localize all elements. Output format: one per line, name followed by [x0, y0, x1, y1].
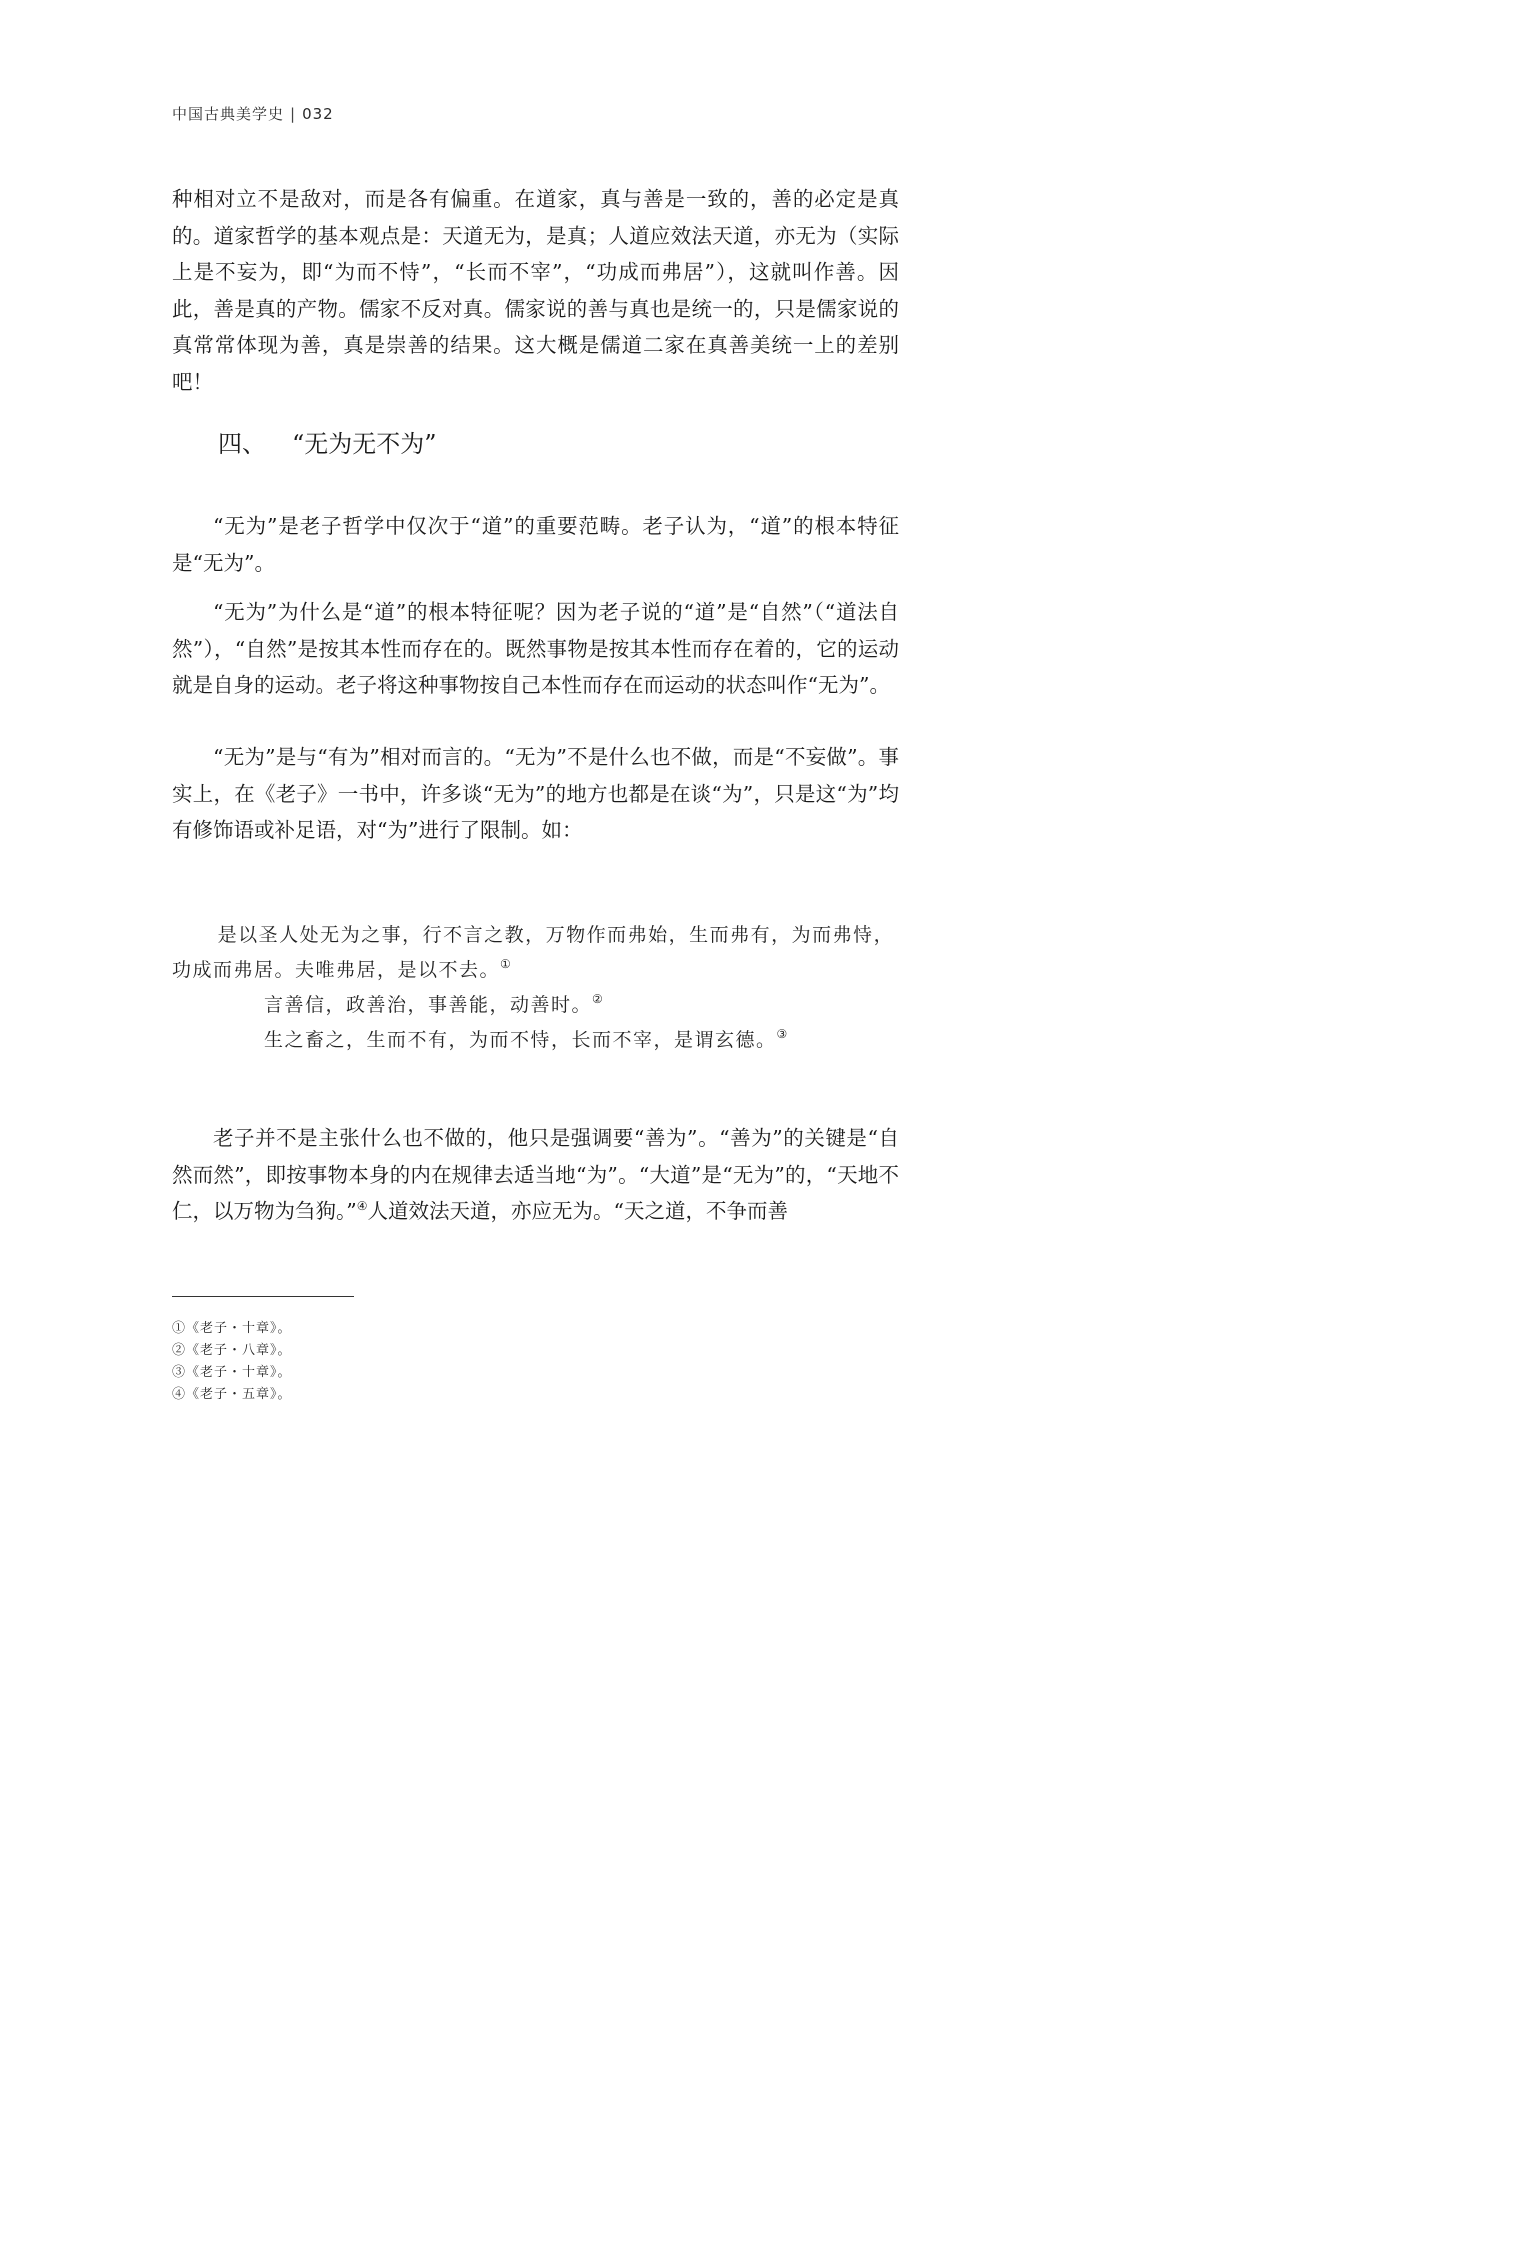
paragraph-wuwei-contrast: “无为”是与“有为”相对而言的。“无为”不是什么也不做，而是“不妄做”。事实上，在《老子》一书中，许多谈“无为”的地方也都是在谈“为”，只是这“为”均有修饰语或补足语，对“为”进行了限制。如：	[172, 745, 899, 842]
footnote-marker: ③	[776, 1027, 789, 1041]
footnote-divider	[172, 1296, 354, 1297]
paragraph-continued: 种相对立不是敌对，而是各有偏重。在道家，真与善是一致的，善的必定是真的。道家哲学的基本观点是：天道无为，是真；人道应效法天道，亦无为（实际上是不妄为，即“为而不恃”，“长而不宰”，“功成而弗居”），这就叫作善。因此，善是真的产物。儒家不反对真。儒家说的善与真也是统一的，只是儒家说的真常常体现为善，真是崇善的结果。这大概是儒道二家在真善美统一上的差别吧！	[172, 187, 899, 394]
quote-line: 生之畜之，生而不有，为而不恃，长而不宰，是谓玄德。③	[264, 1027, 789, 1051]
footnote-item: ③《老子・十章》。	[172, 1365, 292, 1380]
section-heading	[218, 424, 437, 464]
running-head	[172, 103, 334, 124]
footnotes	[172, 1318, 292, 1406]
quote-line: 言善信，政善治，事善能，动善时。②	[264, 992, 605, 1016]
paragraph-shanwei: 老子并不是主张什么也不做的，他只是强调要“善为”。“善为”的关键是“自然而然”，即按事物本身的内在规律去适当地“为”。“大道”是“无为”的，“天地不仁，以万物为刍狗。”④人道效法天道，亦应无为。“天之道，不争而善	[172, 1126, 899, 1223]
quote-line: 是以圣人处无为之事，行不言之教，万物作而弗始，生而弗有，为而弗恃，功成而弗居。夫唯弗居，是以不去。①	[172, 924, 895, 981]
footnote-marker: ④	[356, 1199, 368, 1213]
footnote-marker: ①	[500, 957, 513, 971]
footnote-marker: ②	[592, 992, 605, 1006]
book-title: 中国古典美学史	[172, 105, 285, 123]
block-quote	[172, 918, 898, 1058]
page-number: 032	[302, 105, 334, 123]
section-title: “无为无不为”	[292, 430, 437, 458]
header-separator: |	[290, 105, 297, 123]
footnote-item: ①《老子・十章》。	[172, 1321, 292, 1336]
paragraph-wuwei-why: “无为”为什么是“道”的根本特征呢？因为老子说的“道”是“自然”（“道法自然”），“自然”是按其本性而存在的。既然事物是按其本性而存在着的，它的运动就是自身的运动。老子将这种事物按自己本性而存在而运动的状态叫作“无为”。	[172, 600, 899, 697]
section-number: 四、	[218, 430, 266, 458]
footnote-item: ④《老子・五章》。	[172, 1387, 292, 1402]
paragraph-wuwei-definition: “无为”是老子哲学中仅次于“道”的重要范畴。老子认为，“道”的根本特征是“无为”。	[172, 514, 899, 575]
footnote-item: ②《老子・八章》。	[172, 1343, 292, 1358]
